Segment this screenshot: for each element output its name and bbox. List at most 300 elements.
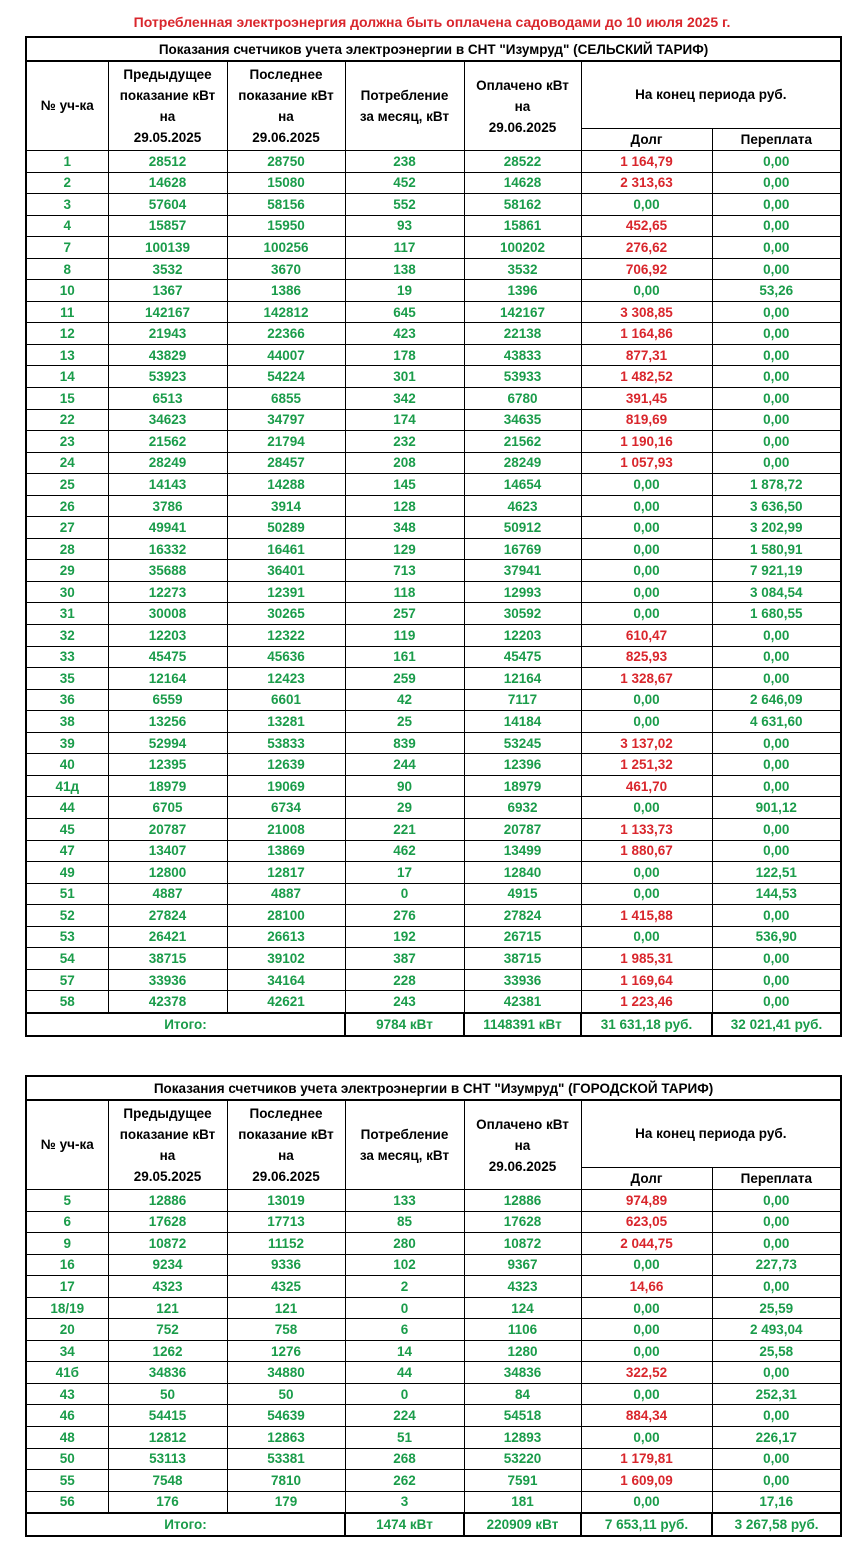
rural-tariff-table xyxy=(25,36,842,1037)
cell-consumption: 51 xyxy=(345,1427,464,1449)
cell-last-reading: 28100 xyxy=(227,905,345,927)
cell-plot-number: 1 xyxy=(26,151,108,173)
cell-debt: 1 328,67 xyxy=(581,668,712,690)
cell-last-reading: 53381 xyxy=(227,1448,345,1470)
cell-last-reading: 1386 xyxy=(227,280,345,302)
cell-paid-kwh: 53220 xyxy=(464,1448,581,1470)
cell-paid-kwh: 53245 xyxy=(464,732,581,754)
cell-overpayment: 0,00 xyxy=(712,991,841,1013)
cell-debt: 1 985,31 xyxy=(581,948,712,970)
cell-plot-number: 58 xyxy=(26,991,108,1013)
cell-paid-kwh: 6780 xyxy=(464,388,581,410)
table-row xyxy=(26,323,841,345)
cell-debt: 1 415,88 xyxy=(581,905,712,927)
cell-overpayment: 1 580,91 xyxy=(712,538,841,560)
cell-prev-reading: 12812 xyxy=(108,1427,227,1449)
cell-last-reading: 45636 xyxy=(227,646,345,668)
total-row xyxy=(26,1513,841,1536)
cell-prev-reading: 12164 xyxy=(108,668,227,690)
cell-debt: 610,47 xyxy=(581,625,712,647)
table-row xyxy=(26,409,841,431)
table-row xyxy=(26,1383,841,1405)
cell-debt: 1 482,52 xyxy=(581,366,712,388)
cell-plot-number: 4 xyxy=(26,215,108,237)
cell-last-reading: 6734 xyxy=(227,797,345,819)
cell-debt: 825,93 xyxy=(581,646,712,668)
cell-plot-number: 6 xyxy=(26,1211,108,1233)
header-line: 29.06.2025 xyxy=(488,119,557,135)
cell-last-reading: 142812 xyxy=(227,301,345,323)
cell-plot-number: 11 xyxy=(26,301,108,323)
cell-consumption: 25 xyxy=(345,711,464,733)
cell-prev-reading: 42378 xyxy=(108,991,227,1013)
cell-last-reading: 7810 xyxy=(227,1470,345,1492)
cell-paid-kwh: 9367 xyxy=(464,1254,581,1276)
table-row xyxy=(26,1276,841,1298)
cell-plot-number: 32 xyxy=(26,625,108,647)
cell-overpayment: 53,26 xyxy=(712,280,841,302)
cell-overpayment: 2 493,04 xyxy=(712,1319,841,1341)
table-row xyxy=(26,431,841,453)
col-prev-header xyxy=(108,1100,227,1190)
cell-prev-reading: 3786 xyxy=(108,495,227,517)
cell-debt: 0,00 xyxy=(581,1340,712,1362)
cell-plot-number: 47 xyxy=(26,840,108,862)
cell-plot-number: 17 xyxy=(26,1276,108,1298)
table-row xyxy=(26,215,841,237)
cell-prev-reading: 6513 xyxy=(108,388,227,410)
cell-plot-number: 8 xyxy=(26,258,108,280)
cell-plot-number: 30 xyxy=(26,581,108,603)
cell-prev-reading: 16332 xyxy=(108,538,227,560)
cell-last-reading: 3670 xyxy=(227,258,345,280)
table-row xyxy=(26,754,841,776)
city-tariff-table xyxy=(25,1075,842,1537)
cell-paid-kwh: 3532 xyxy=(464,258,581,280)
cell-prev-reading: 15857 xyxy=(108,215,227,237)
header-line: 29.05.2025 xyxy=(133,1169,202,1184)
cell-debt: 0,00 xyxy=(581,495,712,517)
cell-plot-number: 39 xyxy=(26,732,108,754)
cell-prev-reading: 12800 xyxy=(108,862,227,884)
cell-paid-kwh: 50912 xyxy=(464,517,581,539)
cell-prev-reading: 17628 xyxy=(108,1211,227,1233)
cell-last-reading: 28750 xyxy=(227,151,345,173)
cell-debt: 2 044,75 xyxy=(581,1233,712,1255)
cell-paid-kwh: 14654 xyxy=(464,474,581,496)
table-row xyxy=(26,969,841,991)
cell-last-reading: 12817 xyxy=(227,862,345,884)
total-consumption: 1474 кВт xyxy=(345,1513,464,1536)
table-row xyxy=(26,883,841,905)
cell-paid-kwh: 54518 xyxy=(464,1405,581,1427)
cell-plot-number: 20 xyxy=(26,1319,108,1341)
col-consumption-header xyxy=(345,61,464,151)
cell-last-reading: 54639 xyxy=(227,1405,345,1427)
cell-overpayment: 17,16 xyxy=(712,1491,841,1513)
cell-last-reading: 21008 xyxy=(227,818,345,840)
cell-overpayment: 536,90 xyxy=(712,926,841,948)
cell-overpayment: 252,31 xyxy=(712,1383,841,1405)
cell-paid-kwh: 1280 xyxy=(464,1340,581,1362)
cell-prev-reading: 28512 xyxy=(108,151,227,173)
cell-paid-kwh: 28522 xyxy=(464,151,581,173)
col-last-header xyxy=(227,61,345,151)
table-row xyxy=(26,668,841,690)
cell-consumption: 174 xyxy=(345,409,464,431)
cell-consumption: 243 xyxy=(345,991,464,1013)
cell-consumption: 268 xyxy=(345,1448,464,1470)
cell-last-reading: 50289 xyxy=(227,517,345,539)
cell-prev-reading: 38715 xyxy=(108,948,227,970)
cell-last-reading: 12423 xyxy=(227,668,345,690)
cell-consumption: 192 xyxy=(345,926,464,948)
cell-consumption: 262 xyxy=(345,1470,464,1492)
cell-last-reading: 50 xyxy=(227,1383,345,1405)
cell-overpayment: 25,58 xyxy=(712,1340,841,1362)
cell-plot-number: 9 xyxy=(26,1233,108,1255)
cell-paid-kwh: 4323 xyxy=(464,1276,581,1298)
cell-plot-number: 3 xyxy=(26,194,108,216)
table-row xyxy=(26,905,841,927)
cell-plot-number: 31 xyxy=(26,603,108,625)
cell-debt: 3 308,85 xyxy=(581,301,712,323)
col-consumption-header xyxy=(345,1100,464,1190)
cell-overpayment: 0,00 xyxy=(712,732,841,754)
cell-prev-reading: 18979 xyxy=(108,775,227,797)
cell-prev-reading: 34836 xyxy=(108,1362,227,1384)
cell-debt: 0,00 xyxy=(581,1254,712,1276)
cell-consumption: 0 xyxy=(345,1297,464,1319)
cell-plot-number: 14 xyxy=(26,366,108,388)
cell-consumption: 118 xyxy=(345,581,464,603)
cell-prev-reading: 752 xyxy=(108,1319,227,1341)
cell-prev-reading: 4323 xyxy=(108,1276,227,1298)
cell-last-reading: 6855 xyxy=(227,388,345,410)
cell-plot-number: 44 xyxy=(26,797,108,819)
cell-plot-number: 57 xyxy=(26,969,108,991)
cell-last-reading: 15080 xyxy=(227,172,345,194)
cell-consumption: 257 xyxy=(345,603,464,625)
col-period-header: На конец периода руб. xyxy=(581,1100,841,1168)
cell-last-reading: 13869 xyxy=(227,840,345,862)
cell-debt: 1 251,32 xyxy=(581,754,712,776)
table-row xyxy=(26,1211,841,1233)
cell-paid-kwh: 7591 xyxy=(464,1470,581,1492)
payment-deadline-notice: Потребленная электроэнергия должна быть оплачена садоводами до 10 июля 2025 г. xyxy=(133,14,731,30)
cell-paid-kwh: 58162 xyxy=(464,194,581,216)
cell-last-reading: 22366 xyxy=(227,323,345,345)
header-line: на xyxy=(514,98,531,114)
total-paid: 220909 кВт xyxy=(464,1513,581,1536)
table-row xyxy=(26,926,841,948)
cell-overpayment: 0,00 xyxy=(712,1448,841,1470)
cell-prev-reading: 26421 xyxy=(108,926,227,948)
cell-overpayment: 0,00 xyxy=(712,1233,841,1255)
table-row xyxy=(26,538,841,560)
cell-overpayment: 0,00 xyxy=(712,668,841,690)
cell-plot-number: 50 xyxy=(26,1448,108,1470)
cell-consumption: 85 xyxy=(345,1211,464,1233)
cell-prev-reading: 34623 xyxy=(108,409,227,431)
cell-consumption: 3 xyxy=(345,1491,464,1513)
cell-overpayment: 2 646,09 xyxy=(712,689,841,711)
cell-debt: 0,00 xyxy=(581,603,712,625)
cell-paid-kwh: 181 xyxy=(464,1491,581,1513)
header-line: Потребление xyxy=(360,1127,449,1142)
cell-last-reading: 54224 xyxy=(227,366,345,388)
cell-last-reading: 28457 xyxy=(227,452,345,474)
table-row xyxy=(26,151,841,173)
cell-overpayment: 226,17 xyxy=(712,1427,841,1449)
cell-consumption: 301 xyxy=(345,366,464,388)
table-row xyxy=(26,172,841,194)
table-row xyxy=(26,1297,841,1319)
cell-paid-kwh: 14628 xyxy=(464,172,581,194)
cell-overpayment: 0,00 xyxy=(712,646,841,668)
cell-prev-reading: 21943 xyxy=(108,323,227,345)
cell-paid-kwh: 100202 xyxy=(464,237,581,259)
cell-consumption: 238 xyxy=(345,151,464,173)
cell-debt: 0,00 xyxy=(581,538,712,560)
cell-overpayment: 0,00 xyxy=(712,237,841,259)
cell-prev-reading: 35688 xyxy=(108,560,227,582)
cell-debt: 0,00 xyxy=(581,1297,712,1319)
cell-prev-reading: 45475 xyxy=(108,646,227,668)
header-line: показание кВт xyxy=(238,88,334,103)
table-row xyxy=(26,1190,841,1212)
cell-debt: 2 313,63 xyxy=(581,172,712,194)
cell-plot-number: 27 xyxy=(26,517,108,539)
col-last-header xyxy=(227,1100,345,1190)
cell-prev-reading: 3532 xyxy=(108,258,227,280)
cell-paid-kwh: 12203 xyxy=(464,625,581,647)
cell-plot-number: 45 xyxy=(26,818,108,840)
cell-last-reading: 58156 xyxy=(227,194,345,216)
cell-prev-reading: 9234 xyxy=(108,1254,227,1276)
cell-consumption: 0 xyxy=(345,1383,464,1405)
table-row xyxy=(26,452,841,474)
cell-paid-kwh: 43833 xyxy=(464,344,581,366)
cell-consumption: 452 xyxy=(345,172,464,194)
cell-plot-number: 56 xyxy=(26,1491,108,1513)
header-line: 29.06.2025 xyxy=(488,1158,557,1174)
cell-paid-kwh: 42381 xyxy=(464,991,581,1013)
header-line: показание кВт xyxy=(238,1127,334,1142)
cell-overpayment: 0,00 xyxy=(712,775,841,797)
cell-plot-number: 18/19 xyxy=(26,1297,108,1319)
cell-consumption: 645 xyxy=(345,301,464,323)
cell-consumption: 387 xyxy=(345,948,464,970)
cell-last-reading: 6601 xyxy=(227,689,345,711)
cell-last-reading: 21794 xyxy=(227,431,345,453)
cell-prev-reading: 30008 xyxy=(108,603,227,625)
cell-paid-kwh: 12396 xyxy=(464,754,581,776)
cell-prev-reading: 28249 xyxy=(108,452,227,474)
cell-overpayment: 0,00 xyxy=(712,625,841,647)
cell-debt: 0,00 xyxy=(581,1319,712,1341)
cell-paid-kwh: 12893 xyxy=(464,1427,581,1449)
table-title: Показания счетчиков учета электроэнергии в СНТ "Изумруд" (СЕЛЬСКИЙ ТАРИФ) xyxy=(26,37,841,61)
cell-overpayment: 0,00 xyxy=(712,215,841,237)
cell-last-reading: 758 xyxy=(227,1319,345,1341)
cell-prev-reading: 52994 xyxy=(108,732,227,754)
total-debt: 7 653,11 руб. xyxy=(581,1513,712,1536)
cell-consumption: 14 xyxy=(345,1340,464,1362)
cell-last-reading: 3914 xyxy=(227,495,345,517)
cell-overpayment: 0,00 xyxy=(712,969,841,991)
cell-overpayment: 0,00 xyxy=(712,409,841,431)
header-line: на xyxy=(159,109,176,124)
cell-overpayment: 0,00 xyxy=(712,258,841,280)
table-row xyxy=(26,1427,841,1449)
cell-overpayment: 1 680,55 xyxy=(712,603,841,625)
cell-overpayment: 25,59 xyxy=(712,1297,841,1319)
cell-consumption: 117 xyxy=(345,237,464,259)
cell-overpayment: 0,00 xyxy=(712,452,841,474)
cell-paid-kwh: 15861 xyxy=(464,215,581,237)
cell-overpayment: 122,51 xyxy=(712,862,841,884)
cell-overpayment: 0,00 xyxy=(712,1362,841,1384)
cell-last-reading: 100256 xyxy=(227,237,345,259)
cell-debt: 452,65 xyxy=(581,215,712,237)
total-row xyxy=(26,1013,841,1036)
cell-plot-number: 12 xyxy=(26,323,108,345)
cell-debt: 706,92 xyxy=(581,258,712,280)
cell-consumption: 224 xyxy=(345,1405,464,1427)
cell-consumption: 208 xyxy=(345,452,464,474)
table-row xyxy=(26,1254,841,1276)
col-overpay-header: Переплата xyxy=(712,1168,841,1190)
total-label: Итого: xyxy=(26,1513,345,1536)
cell-debt: 0,00 xyxy=(581,1383,712,1405)
cell-consumption: 713 xyxy=(345,560,464,582)
table-row xyxy=(26,603,841,625)
cell-paid-kwh: 37941 xyxy=(464,560,581,582)
header-line: на xyxy=(278,109,294,124)
col-period-header: На конец периода руб. xyxy=(581,61,841,129)
cell-last-reading: 12863 xyxy=(227,1427,345,1449)
cell-overpayment: 0,00 xyxy=(712,366,841,388)
col-prev-header xyxy=(108,61,227,151)
header-line: Предыдущее xyxy=(123,67,212,82)
cell-prev-reading: 12395 xyxy=(108,754,227,776)
cell-plot-number: 23 xyxy=(26,431,108,453)
cell-overpayment: 3 202,99 xyxy=(712,517,841,539)
table-row xyxy=(26,194,841,216)
table-row xyxy=(26,1362,841,1384)
cell-plot-number: 41б xyxy=(26,1362,108,1384)
cell-last-reading: 14288 xyxy=(227,474,345,496)
cell-plot-number: 13 xyxy=(26,344,108,366)
cell-overpayment: 7 921,19 xyxy=(712,560,841,582)
cell-plot-number: 29 xyxy=(26,560,108,582)
cell-plot-number: 28 xyxy=(26,538,108,560)
table-row xyxy=(26,1340,841,1362)
cell-debt: 1 164,79 xyxy=(581,151,712,173)
cell-overpayment: 0,00 xyxy=(712,151,841,173)
cell-prev-reading: 27824 xyxy=(108,905,227,927)
cell-debt: 276,62 xyxy=(581,237,712,259)
cell-consumption: 145 xyxy=(345,474,464,496)
cell-last-reading: 53833 xyxy=(227,732,345,754)
cell-prev-reading: 13256 xyxy=(108,711,227,733)
header-line: Последнее xyxy=(249,1106,323,1121)
header-line: за месяц, кВт xyxy=(359,1148,450,1163)
cell-plot-number: 33 xyxy=(26,646,108,668)
cell-debt: 0,00 xyxy=(581,1427,712,1449)
cell-plot-number: 36 xyxy=(26,689,108,711)
cell-overpayment: 0,00 xyxy=(712,840,841,862)
cell-plot-number: 48 xyxy=(26,1427,108,1449)
cell-prev-reading: 49941 xyxy=(108,517,227,539)
cell-last-reading: 13019 xyxy=(227,1190,345,1212)
cell-consumption: 348 xyxy=(345,517,464,539)
cell-plot-number: 51 xyxy=(26,883,108,905)
cell-last-reading: 39102 xyxy=(227,948,345,970)
cell-overpayment: 0,00 xyxy=(712,754,841,776)
table-row xyxy=(26,948,841,970)
cell-debt: 0,00 xyxy=(581,517,712,539)
total-paid: 1148391 кВт xyxy=(464,1013,581,1036)
cell-debt: 322,52 xyxy=(581,1362,712,1384)
cell-prev-reading: 121 xyxy=(108,1297,227,1319)
cell-plot-number: 25 xyxy=(26,474,108,496)
cell-consumption: 232 xyxy=(345,431,464,453)
cell-last-reading: 179 xyxy=(227,1491,345,1513)
cell-paid-kwh: 22138 xyxy=(464,323,581,345)
cell-debt: 884,34 xyxy=(581,1405,712,1427)
cell-prev-reading: 14143 xyxy=(108,474,227,496)
cell-plot-number: 52 xyxy=(26,905,108,927)
cell-paid-kwh: 7117 xyxy=(464,689,581,711)
col-plot-header: № уч-ка xyxy=(26,1100,108,1190)
table-row xyxy=(26,388,841,410)
cell-consumption: 129 xyxy=(345,538,464,560)
cell-debt: 623,05 xyxy=(581,1211,712,1233)
cell-prev-reading: 4887 xyxy=(108,883,227,905)
table-title: Показания счетчиков учета электроэнергии в СНТ "Изумруд" (ГОРОДСКОЙ ТАРИФ) xyxy=(26,1076,841,1100)
cell-paid-kwh: 10872 xyxy=(464,1233,581,1255)
table-row xyxy=(26,344,841,366)
cell-prev-reading: 176 xyxy=(108,1491,227,1513)
cell-paid-kwh: 38715 xyxy=(464,948,581,970)
cell-paid-kwh: 17628 xyxy=(464,1211,581,1233)
cell-debt: 3 137,02 xyxy=(581,732,712,754)
table-row xyxy=(26,775,841,797)
cell-paid-kwh: 13499 xyxy=(464,840,581,862)
cell-overpayment: 3 084,54 xyxy=(712,581,841,603)
cell-paid-kwh: 142167 xyxy=(464,301,581,323)
cell-consumption: 17 xyxy=(345,862,464,884)
cell-plot-number: 43 xyxy=(26,1383,108,1405)
cell-prev-reading: 10872 xyxy=(108,1233,227,1255)
cell-consumption: 133 xyxy=(345,1190,464,1212)
cell-prev-reading: 12273 xyxy=(108,581,227,603)
total-label: Итого: xyxy=(26,1013,345,1036)
cell-debt: 1 609,09 xyxy=(581,1470,712,1492)
cell-plot-number: 5 xyxy=(26,1190,108,1212)
cell-debt: 1 164,86 xyxy=(581,323,712,345)
cell-debt: 0,00 xyxy=(581,926,712,948)
header-line: 29.06.2025 xyxy=(252,1169,320,1184)
cell-consumption: 178 xyxy=(345,344,464,366)
cell-debt: 0,00 xyxy=(581,474,712,496)
cell-last-reading: 13281 xyxy=(227,711,345,733)
cell-debt: 0,00 xyxy=(581,883,712,905)
table-row xyxy=(26,301,841,323)
cell-prev-reading: 13407 xyxy=(108,840,227,862)
